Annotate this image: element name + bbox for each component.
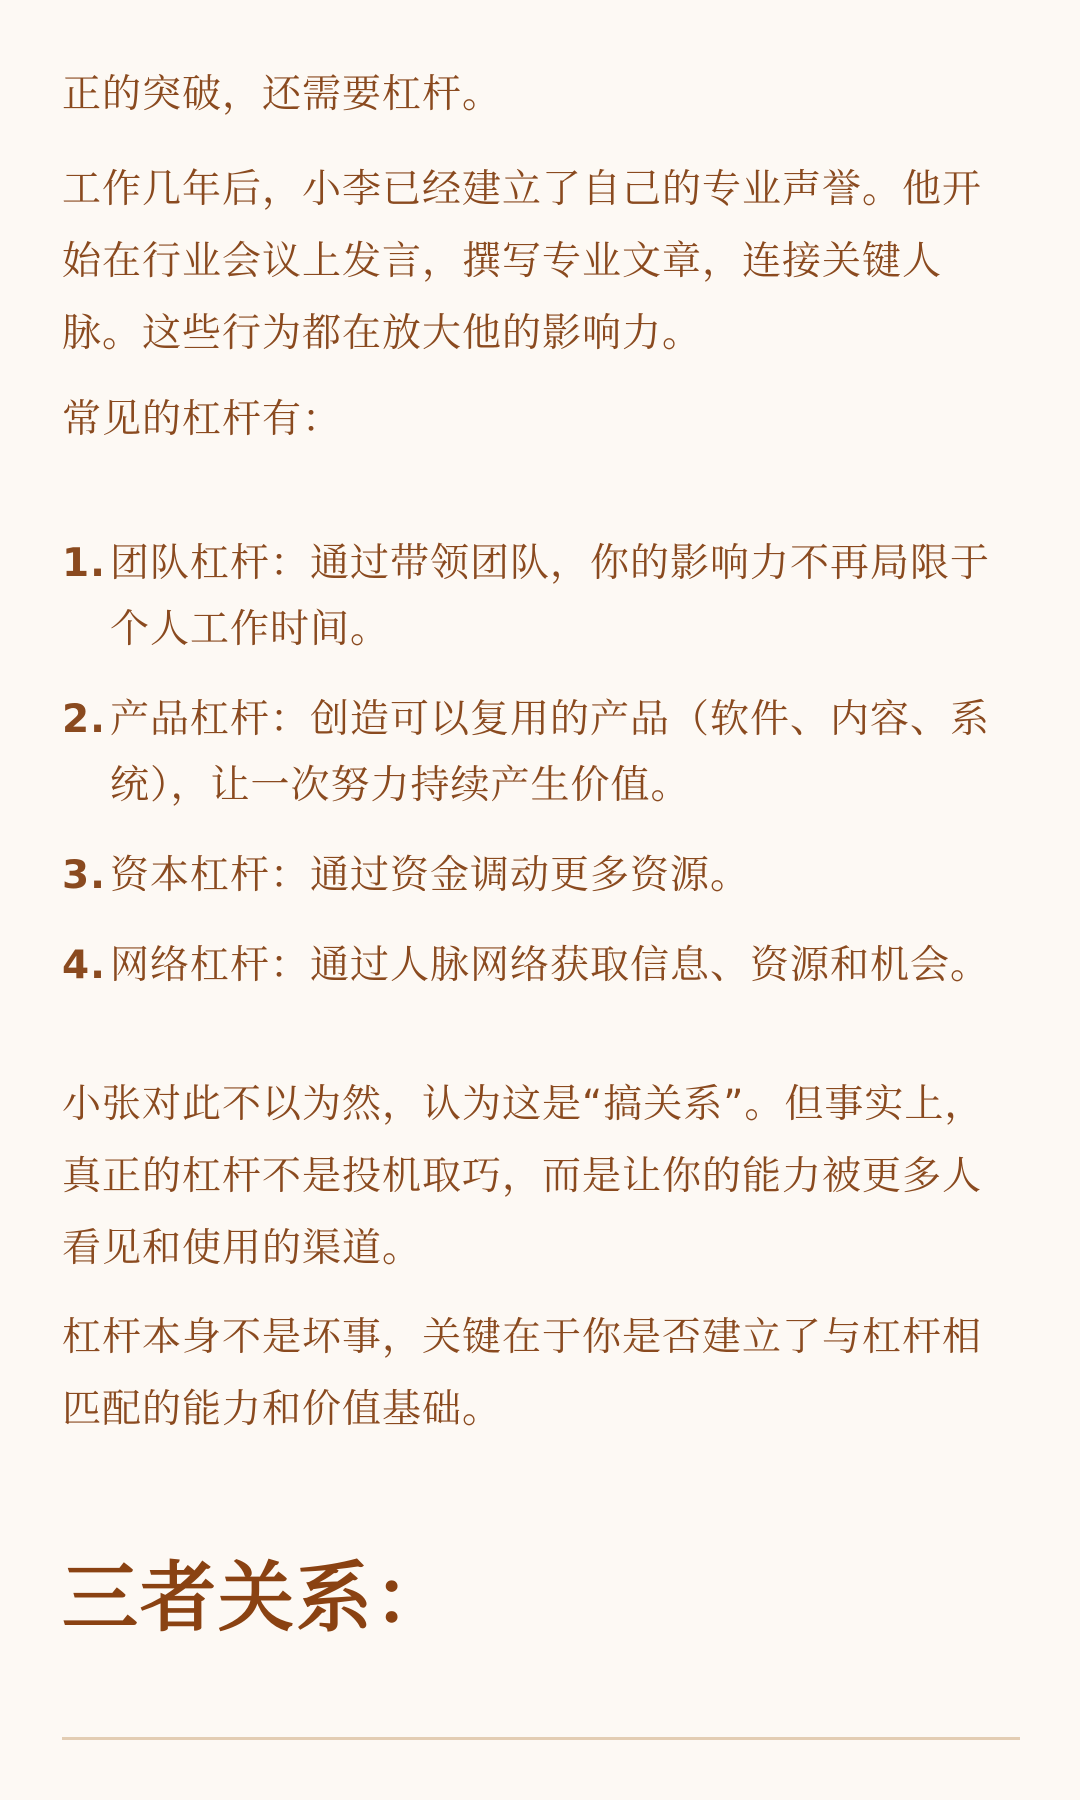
list-item-text: 产品杠杆：创造可以复用的产品（软件、内容、系统），让一次努力持续产生价值。 [110,697,991,808]
list-item-number: 3. [62,853,106,898]
list-item-text: 资本杠杆：通过资金调动更多资源。 [110,853,751,898]
list-item-text: 网络杠杆：通过人脉网络获取信息、资源和机会。 [110,943,991,988]
paragraph-xiaoli-reputation: 工作几年后，小李已经建立了自己的专业声誉。他开始在行业会议上发言，撰写专业文章，连接关键人脉。这些行为都在放大他的影响力。 [62,167,983,356]
list-item [62,933,1020,999]
paragraph-xiaozhang-view: 小张对此不以为然，认为这是“搞关系”。但事实上，真正的杠杆不是投机取巧，而是让你的能力被更多人看见和使用的渠道。 [62,1082,985,1271]
list-item-number: 4. [62,943,106,988]
list-item [62,687,1020,819]
list-item-text: 团队杠杆：通过带领团队，你的影响力不再局限于个人工作时间。 [110,541,991,652]
list-item-number: 1. [62,541,106,586]
section-heading: 三者关系： [62,1553,452,1642]
list-item [62,531,1020,663]
list-item [62,843,1020,909]
paragraph-leverage-intro: 正的突破，还需要杠杆。 [62,72,503,117]
paragraph-common-leverage: 常见的杠杆有： [62,397,343,442]
paragraph-leverage-conclusion: 杠杆本身不是坏事，关键在于你是否建立了与杠杆相匹配的能力和价值基础。 [62,1315,983,1432]
leverage-list [62,531,1020,1023]
divider [62,1737,1020,1740]
list-item-number: 2. [62,697,106,742]
